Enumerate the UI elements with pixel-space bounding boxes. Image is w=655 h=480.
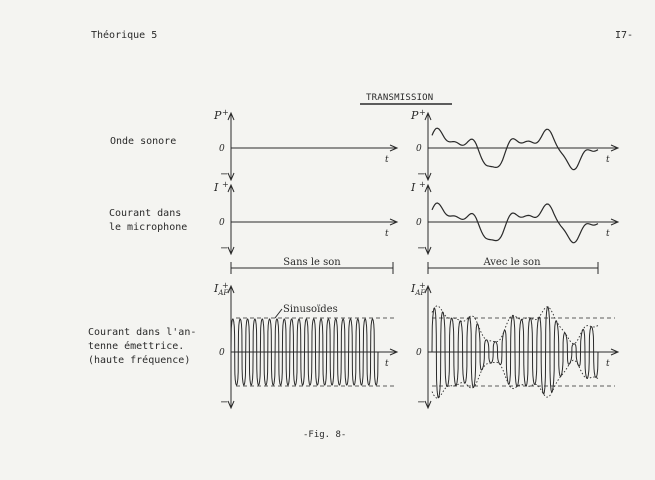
row3-line3: (haute fréquence) [88,355,191,366]
panel-1-L-y-label: I [214,181,219,194]
row3-line1: Courant dans l'an- [88,327,197,338]
panel-0-R-y-label: P [411,109,419,122]
row2-line2: le microphone [109,222,188,233]
sinusoides-label: Sinusoïdes [283,304,338,315]
panel-0-R-t-mark: t [606,155,610,165]
figure-caption: -Fig. 8- [303,430,347,440]
panel-2-L-y-label: $I_{AF}$ [214,282,229,297]
page-header-left: Théorique 5 [91,30,158,41]
panel-1-R-minus-mark: − [417,243,426,254]
panel-1-R-y-label: I [411,181,416,194]
panel-0-L-t-mark: t [385,155,389,165]
row2-line1: Courant dans [109,208,182,219]
panel-0-L-y-label: P [214,109,222,122]
panel-0-R-plus-mark: + [419,108,426,117]
panel-0-L-zero-mark: 0 [219,144,225,154]
panel-0-R-zero-mark: 0 [416,144,422,154]
panel-2-L-t-mark: t [385,359,389,369]
row3-line2: tenne émettrice. [88,341,185,352]
panel-1-R-plus-mark: + [419,180,426,189]
microphone-current-curve [432,203,598,243]
panel-0-L-minus-mark: − [220,169,229,180]
panel-0-R-minus-mark: − [417,169,426,180]
carrier-unmodulated-curve [231,319,378,385]
panel-2-R-zero-mark: 0 [416,348,422,358]
panel-2-L-plus-mark: + [222,281,229,290]
panel-1-L-zero-mark: 0 [219,218,225,228]
panel-2-R-plus-mark: + [419,281,426,290]
panel-1-L-minus-mark: − [220,243,229,254]
panel-1-L-t-mark: t [385,229,389,239]
panel-1-R-zero-mark: 0 [416,218,422,228]
panel-2-R-y-label: $I_{AF}$ [411,282,426,297]
sound-wave-curve [432,128,598,169]
panel-2-L-minus-mark: − [220,397,229,408]
figure-title: TRANSMISSION [366,93,434,103]
panel-2-R-minus-mark: − [417,397,426,408]
row1-line1: Onde sonore [110,136,177,147]
panel-1-L-plus-mark: + [222,180,229,189]
panel-2-L-zero-mark: 0 [219,348,225,358]
page-number: I7- [614,30,633,41]
panel-1-R-t-mark: t [606,229,610,239]
bracket-left-label: Sans le son [283,257,341,268]
bracket-right-label: Avec le son [483,257,541,268]
panel-0-L-plus-mark: + [222,108,229,117]
sinusoides-pointer [275,309,282,318]
panel-2-R-t-mark: t [606,359,610,369]
